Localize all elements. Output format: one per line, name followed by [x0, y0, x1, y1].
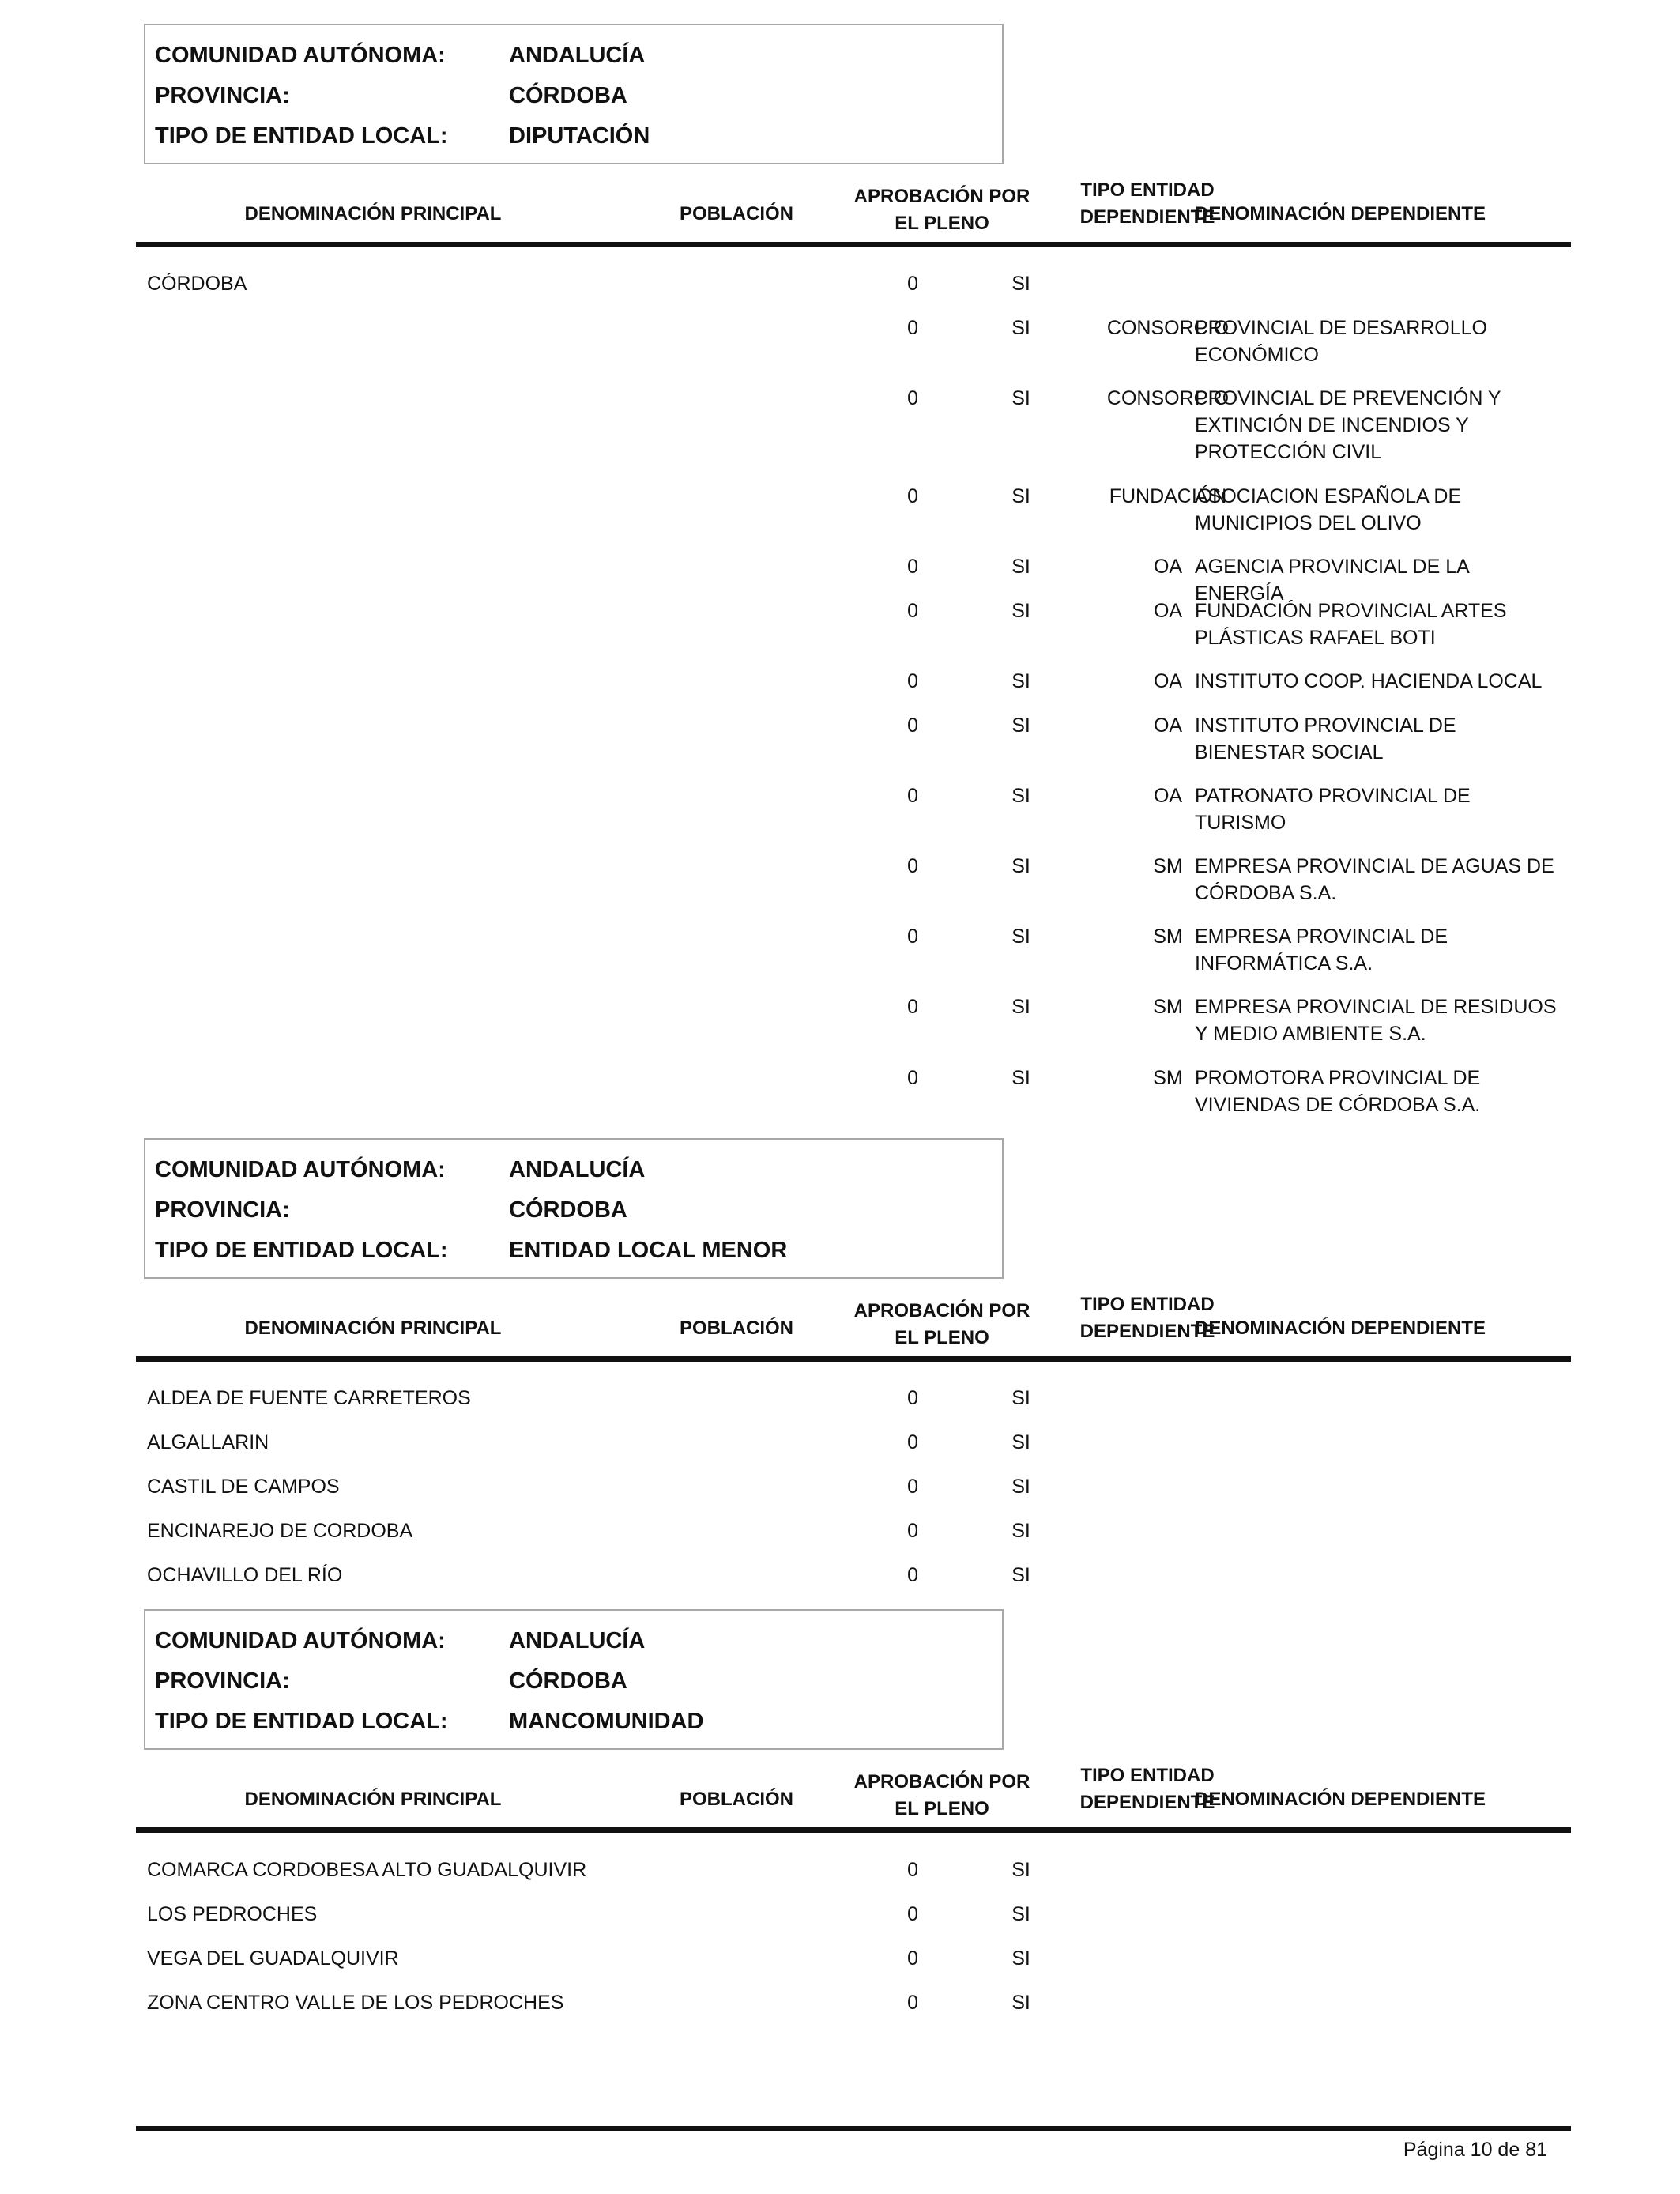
aprobacion-cell: SI	[1011, 600, 1030, 622]
poblacion-cell: 0	[907, 600, 918, 622]
denominacion-dependiente-cell: INSTITUTO PROVINCIAL DE BIENESTAR SOCIAL	[1195, 714, 1456, 763]
tipo-entidad-cell: CONSORCIO	[1106, 317, 1230, 339]
tipo-entidad-cell: OA	[1153, 785, 1183, 807]
header-tipo-line1: TIPO ENTIDAD	[1080, 1765, 1215, 1786]
header-poblacion: POBLACIÓN	[680, 203, 793, 224]
provincia-label: PROVINCIA:	[155, 1197, 290, 1223]
entity-info-box	[144, 24, 1004, 164]
aprobacion-cell: SI	[1011, 996, 1030, 1018]
header-rule	[136, 1356, 1571, 1362]
denominacion-principal-cell: COMARCA CORDOBESA ALTO GUADALQUIVIR	[147, 1859, 587, 1881]
poblacion-cell: 0	[907, 273, 918, 295]
comunidad-autonoma-value: ANDALUCÍA	[509, 1157, 646, 1182]
denominacion-principal-cell: VEGA DEL GUADALQUIVIR	[147, 1947, 399, 1970]
denominacion-principal-cell: ENCINAREJO DE CORDOBA	[147, 1520, 413, 1542]
comunidad-autonoma-label: COMUNIDAD AUTÓNOMA:	[155, 43, 446, 68]
aprobacion-cell: SI	[1011, 1387, 1030, 1409]
tipo-entidad-cell: FUNDACIÓN	[1109, 485, 1227, 507]
denominacion-dependiente-cell: AGENCIA PROVINCIAL DE LA ENERGÍA	[1195, 556, 1469, 605]
poblacion-cell: 0	[907, 1903, 918, 1925]
aprobacion-cell: SI	[1011, 925, 1030, 948]
poblacion-cell: 0	[907, 1520, 918, 1542]
header-tipo-line1: TIPO ENTIDAD	[1080, 179, 1215, 201]
entity-info-box	[144, 1138, 1004, 1279]
denominacion-principal-cell: CASTIL DE CAMPOS	[147, 1476, 340, 1498]
header-denominacion-dependiente: DENOMINACIÓN DEPENDIENTE	[1195, 203, 1486, 224]
aprobacion-cell: SI	[1011, 1564, 1030, 1586]
entity-info-box	[144, 1609, 1004, 1750]
denominacion-dependiente-cell: FUNDACIÓN PROVINCIAL ARTES PLÁSTICAS RAFAEL BOTI	[1195, 600, 1507, 649]
header-denominacion-dependiente: DENOMINACIÓN DEPENDIENTE	[1195, 1789, 1486, 1810]
aprobacion-cell: SI	[1011, 556, 1030, 578]
aprobacion-cell: SI	[1011, 1476, 1030, 1498]
poblacion-cell: 0	[907, 317, 918, 339]
poblacion-cell: 0	[907, 1067, 918, 1089]
tipo-entidad-cell: OA	[1153, 670, 1183, 692]
page-number: Página 10 de 81	[1403, 2139, 1547, 2161]
tipo-entidad-cell: OA	[1153, 714, 1183, 737]
tipo-entidad-local-label: TIPO DE ENTIDAD LOCAL:	[155, 1709, 448, 1734]
tipo-entidad-cell: SM	[1153, 996, 1183, 1018]
denominacion-dependiente-cell: PROVINCIAL DE DESARROLLO ECONÓMICO	[1195, 317, 1488, 366]
aprobacion-cell: SI	[1011, 1520, 1030, 1542]
denominacion-dependiente-cell: PROVINCIAL DE PREVENCIÓN Y EXTINCIÓN DE INCENDIOS Y PROTECCIÓN CIVIL	[1195, 387, 1501, 463]
denominacion-principal-cell: LOS PEDROCHES	[147, 1903, 318, 1925]
poblacion-cell: 0	[907, 996, 918, 1018]
header-tipo-line1: TIPO ENTIDAD	[1080, 1294, 1215, 1315]
aprobacion-cell: SI	[1011, 785, 1030, 807]
denominacion-dependiente-cell: INSTITUTO COOP. HACIENDA LOCAL	[1195, 670, 1543, 692]
tipo-entidad-local-value: ENTIDAD LOCAL MENOR	[509, 1238, 788, 1263]
provincia-value: CÓRDOBA	[509, 1668, 627, 1694]
denominacion-principal-cell: ALDEA DE FUENTE CARRETEROS	[147, 1387, 471, 1409]
aprobacion-cell: SI	[1011, 485, 1030, 507]
denominacion-dependiente-cell: PATRONATO PROVINCIAL DE TURISMO	[1195, 785, 1471, 834]
poblacion-cell: 0	[907, 1859, 918, 1881]
denominacion-dependiente-cell: EMPRESA PROVINCIAL DE INFORMÁTICA S.A.	[1195, 925, 1448, 974]
comunidad-autonoma-label: COMUNIDAD AUTÓNOMA:	[155, 1628, 446, 1653]
tipo-entidad-cell: CONSORCIO	[1106, 387, 1230, 409]
header-denominacion-principal: DENOMINACIÓN PRINCIPAL	[244, 1318, 502, 1339]
poblacion-cell: 0	[907, 785, 918, 807]
poblacion-cell: 0	[907, 1947, 918, 1970]
poblacion-cell: 0	[907, 1387, 918, 1409]
header-aprobacion-line2: EL PLENO	[895, 213, 989, 234]
aprobacion-cell: SI	[1011, 670, 1030, 692]
tipo-entidad-cell: SM	[1153, 855, 1183, 877]
tipo-entidad-local-label: TIPO DE ENTIDAD LOCAL:	[155, 1238, 448, 1263]
header-aprobacion-line1: APROBACIÓN POR	[853, 1300, 1030, 1321]
header-tipo-line2: DEPENDIENTE	[1079, 206, 1215, 228]
comunidad-autonoma-value: ANDALUCÍA	[509, 1628, 646, 1653]
provincia-value: CÓRDOBA	[509, 1197, 627, 1223]
header-tipo-line2: DEPENDIENTE	[1079, 1792, 1215, 1813]
poblacion-cell: 0	[907, 387, 918, 409]
header-aprobacion-line2: EL PLENO	[895, 1327, 989, 1348]
aprobacion-cell: SI	[1011, 1992, 1030, 2014]
tipo-entidad-cell: OA	[1153, 556, 1183, 578]
header-poblacion: POBLACIÓN	[680, 1789, 793, 1810]
poblacion-cell: 0	[907, 670, 918, 692]
poblacion-cell: 0	[907, 1431, 918, 1453]
header-aprobacion-line2: EL PLENO	[895, 1798, 989, 1819]
comunidad-autonoma-label: COMUNIDAD AUTÓNOMA:	[155, 1157, 446, 1182]
provincia-value: CÓRDOBA	[509, 83, 627, 108]
poblacion-cell: 0	[907, 855, 918, 877]
poblacion-cell: 0	[907, 1564, 918, 1586]
header-tipo-line2: DEPENDIENTE	[1079, 1321, 1215, 1342]
header-rule	[136, 242, 1571, 247]
aprobacion-cell: SI	[1011, 1859, 1030, 1881]
poblacion-cell: 0	[907, 1992, 918, 2014]
header-denominacion-dependiente: DENOMINACIÓN DEPENDIENTE	[1195, 1318, 1486, 1339]
denominacion-dependiente-cell: ASOCIACION ESPAÑOLA DE MUNICIPIOS DEL OLIVO	[1195, 485, 1462, 534]
poblacion-cell: 0	[907, 925, 918, 948]
aprobacion-cell: SI	[1011, 273, 1030, 295]
aprobacion-cell: SI	[1011, 1947, 1030, 1970]
denominacion-dependiente-cell: EMPRESA PROVINCIAL DE AGUAS DE CÓRDOBA S.A.	[1195, 855, 1554, 904]
aprobacion-cell: SI	[1011, 1067, 1030, 1089]
aprobacion-cell: SI	[1011, 1431, 1030, 1453]
denominacion-dependiente-cell: PROMOTORA PROVINCIAL DE VIVIENDAS DE CÓRDOBA S.A.	[1195, 1067, 1481, 1116]
header-poblacion: POBLACIÓN	[680, 1318, 793, 1339]
provincia-label: PROVINCIA:	[155, 83, 290, 108]
poblacion-cell: 0	[907, 485, 918, 507]
denominacion-principal-cell: OCHAVILLO DEL RÍO	[147, 1564, 343, 1586]
aprobacion-cell: SI	[1011, 1903, 1030, 1925]
header-denominacion-principal: DENOMINACIÓN PRINCIPAL	[244, 203, 502, 224]
poblacion-cell: 0	[907, 714, 918, 737]
header-denominacion-principal: DENOMINACIÓN PRINCIPAL	[244, 1789, 502, 1810]
tipo-entidad-local-value: DIPUTACIÓN	[509, 123, 650, 149]
header-aprobacion-line1: APROBACIÓN POR	[853, 1771, 1030, 1793]
tipo-entidad-cell: SM	[1153, 1067, 1183, 1089]
tipo-entidad-cell: SM	[1153, 925, 1183, 948]
header-rule	[136, 1827, 1571, 1833]
tipo-entidad-local-label: TIPO DE ENTIDAD LOCAL:	[155, 123, 448, 149]
poblacion-cell: 0	[907, 1476, 918, 1498]
denominacion-principal-cell: ZONA CENTRO VALLE DE LOS PEDROCHES	[147, 1992, 564, 2014]
aprobacion-cell: SI	[1011, 855, 1030, 877]
header-aprobacion-line1: APROBACIÓN POR	[853, 186, 1030, 207]
provincia-label: PROVINCIA:	[155, 1668, 290, 1694]
tipo-entidad-cell: OA	[1153, 600, 1183, 622]
denominacion-principal-cell: ALGALLARIN	[147, 1431, 269, 1453]
aprobacion-cell: SI	[1011, 714, 1030, 737]
footer-rule	[136, 2126, 1571, 2131]
aprobacion-cell: SI	[1011, 387, 1030, 409]
poblacion-cell: 0	[907, 556, 918, 578]
denominacion-dependiente-cell: EMPRESA PROVINCIAL DE RESIDUOS Y MEDIO AMBIENTE S.A.	[1195, 996, 1557, 1045]
denominacion-principal-cell: CÓRDOBA	[147, 273, 247, 295]
comunidad-autonoma-value: ANDALUCÍA	[509, 43, 646, 68]
tipo-entidad-local-value: MANCOMUNIDAD	[509, 1709, 704, 1734]
aprobacion-cell: SI	[1011, 317, 1030, 339]
